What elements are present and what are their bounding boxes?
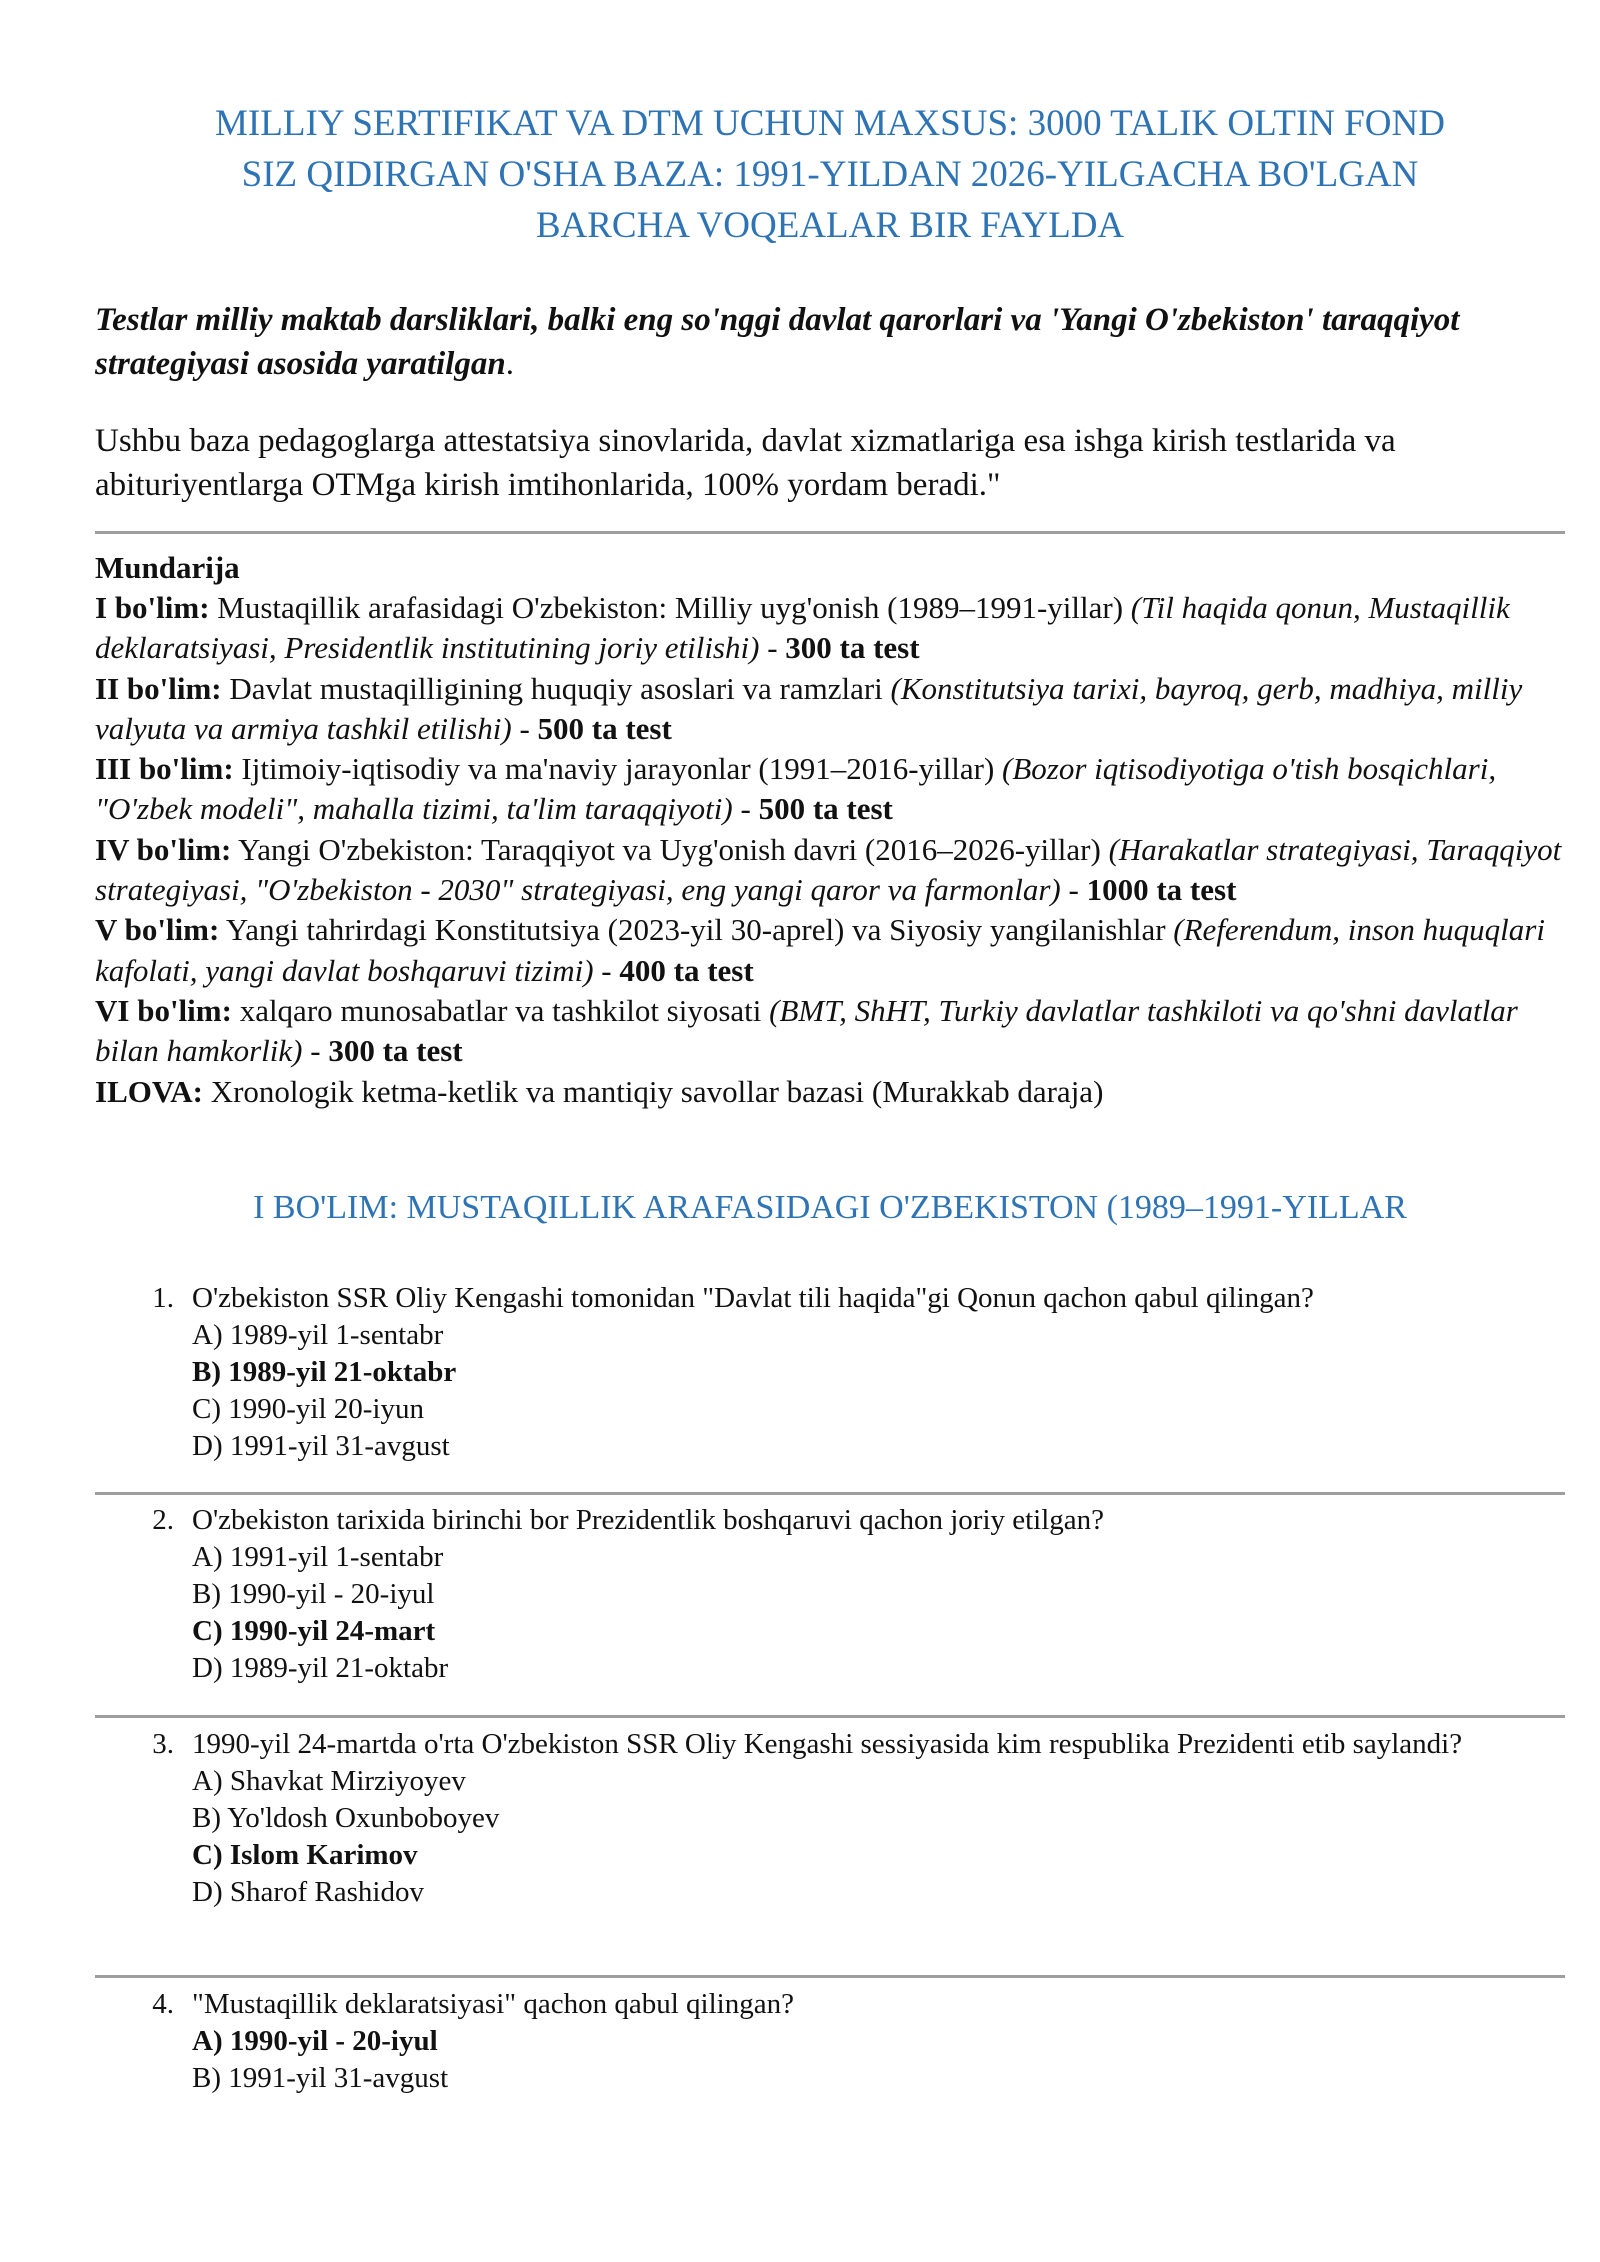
answer-option-correct: B) 1989-yil 21-oktabr [192, 1356, 457, 1388]
answer-option-correct: C) 1990-yil 24-mart [192, 1615, 436, 1647]
toc-entry-count: 300 ta test [328, 1033, 463, 1069]
toc-entry [95, 669, 1575, 750]
toc-entry-text: Davlat mustaqilligining huquqiy asoslari va ramzlari [221, 670, 891, 706]
toc-entry-label: II bo'lim: [95, 670, 222, 706]
question-text: O'zbekiston tarixida birinchi bor Prezidentlik boshqaruvi qachon joriy etilgan? [192, 1504, 1105, 1536]
title-line: MILLIY SERTIFIKAT VA DTM UCHUN MAXSUS: 3000 TALIK OLTIN FOND [215, 103, 1445, 144]
answer-option: D) Sharof Rashidov [192, 1876, 424, 1908]
toc-entry-count: 300 ta test [785, 630, 920, 666]
answer-option-correct: C) Islom Karimov [192, 1839, 418, 1871]
toc-entry-count: 1000 ta test [1086, 872, 1237, 908]
toc-entry-dash: - [759, 630, 786, 666]
answer-option: C) 1990-yil 20-iyun [192, 1393, 424, 1425]
question-number: 2. [152, 1504, 174, 1536]
toc-entry [95, 588, 1575, 669]
divider [95, 1715, 1565, 1718]
document-title [90, 98, 1570, 251]
toc-entry-text: Ijtimoiy-iqtisodiy va ma'naviy jarayonlar (1991–2016-yillar) [233, 751, 1003, 787]
question-body [192, 1502, 1560, 1687]
toc-entry-dash: - [1060, 872, 1087, 908]
answer-option: A) 1991-yil 1-sentabr [192, 1541, 444, 1573]
toc-entry-count: 500 ta test [537, 710, 672, 746]
toc-heading: Mundarija [95, 550, 240, 585]
toc-entry-label: V bo'lim: [95, 912, 220, 948]
toc-entry-label: ILOVA: [95, 1073, 203, 1109]
divider [95, 531, 1565, 534]
answer-option: B) Yo'ldosh Oxunboboyev [192, 1802, 500, 1834]
question-body [192, 1726, 1560, 1911]
toc-entry [95, 830, 1575, 911]
question-body [192, 1280, 1560, 1465]
intro-period: . [505, 346, 514, 382]
question-item [140, 1986, 1560, 2097]
answer-option-correct: A) 1990-yil - 20-iyul [192, 2025, 438, 2057]
toc-entry-label: III bo'lim: [95, 751, 234, 787]
question-item [140, 1502, 1560, 1687]
toc-entry-count: 500 ta test [758, 791, 893, 827]
answer-option: A) Shavkat Mirziyoyev [192, 1765, 466, 1797]
toc-entry-subtopics: (Referendum, inson huquqlari kafolati, yangi davlat boshqaruvi tizimi) [95, 912, 1545, 988]
toc-entry-dash: - [302, 1033, 329, 1069]
toc-entry-subtopics: (BMT, ShHT, Turkiy davlatlar tashkiloti va qo'shni davlatlar bilan hamkorlik) [95, 992, 1518, 1069]
toc-entry-text: Mustaqillik arafasidagi O'zbekiston: Milliy uyg'onish (1989–1991-yillar) [209, 590, 1131, 625]
toc-entry [95, 991, 1575, 1072]
divider [95, 1492, 1565, 1495]
question-text: O'zbekiston SSR Oliy Kengashi tomonidan "Davlat tili haqida"gi Qonun qachon qabul qilingan? [192, 1282, 1314, 1314]
answer-option: A) 1989-yil 1-sentabr [192, 1319, 444, 1351]
question-text: "Mustaqillik deklaratsiyasi" qachon qabul qilingan? [192, 1988, 794, 2020]
toc-entry [95, 910, 1575, 991]
question-number: 3. [152, 1728, 174, 1760]
lead-paragraph: Ushbu baza pedagoglarga attestatsiya sinovlarida, davlat xizmatlariga esa ishga kirish testlarida va abituriyentlarga OTMga kirish imtihonlarida, 100% yordam beradi." [95, 423, 1396, 503]
toc-entry-subtopics: (Til haqida qonun, Mustaqillik deklaratsiyasi, Presidentlik institutining joriy etilishi) [95, 590, 1510, 666]
answer-option: D) 1991-yil 31-avgust [192, 1430, 450, 1462]
toc-entry-label: IV bo'lim: [95, 831, 232, 867]
toc-entry-count: 400 ta test [619, 952, 754, 988]
toc-entry-label: VI bo'lim: [95, 992, 232, 1028]
toc-entry [95, 749, 1575, 830]
toc-entry-dash: - [732, 791, 759, 827]
table-of-contents [95, 588, 1575, 1112]
question-item [140, 1726, 1560, 1911]
question-number: 4. [152, 1988, 174, 2020]
toc-entry-subtopics: (Konstitutsiya tarixi, bayroq, gerb, madhiya, milliy valyuta va armiya tashkil etilishi) [95, 670, 1523, 746]
toc-entry-dash: - [593, 952, 620, 988]
toc-entry-subtopics: (Bozor iqtisodiyotiga o'tish bosqichlari, "O'zbek modeli", mahalla tizimi, ta'lim taraqqiyoti) [95, 751, 1497, 827]
answer-option: B) 1991-yil 31-avgust [192, 2062, 449, 2094]
answer-option: B) 1990-yil - 20-iyul [192, 1578, 435, 1610]
toc-entry-subtopics: (Harakatlar strategiyasi, Taraqqiyot strategiyasi, "O'zbekiston - 2030" strategiyasi, eng yangi qaror va farmonlar) [95, 831, 1562, 908]
toc-entry-dash: - [511, 710, 538, 746]
section-title: I BO'LIM: MUSTAQILLIK ARAFASIDAGI O'ZBEKISTON (1989–1991-YILLAR [253, 1189, 1407, 1226]
divider [95, 1975, 1565, 1978]
title-line: BARCHA VOQEALAR BIR FAYLDA [535, 205, 1125, 246]
question-number: 1. [152, 1282, 174, 1314]
question-item [140, 1280, 1560, 1465]
question-text: 1990-yil 24-martda o'rta O'zbekiston SSR Oliy Kengashi sessiyasida kim respublika Prezidenti etib saylandi? [192, 1728, 1463, 1760]
question-body [192, 1986, 1560, 2097]
toc-entry [95, 1072, 1575, 1112]
toc-entry-text: Yangi tahrirdagi Konstitutsiya (2023-yil 30-aprel) va Siyosiy yangilanishlar [219, 912, 1174, 948]
toc-entry-label: I bo'lim: [95, 590, 210, 625]
toc-entry-text: Yangi O'zbekiston: Taraqqiyot va Uyg'onish davri (2016–2026-yillar) [231, 831, 1109, 867]
title-line: SIZ QIDIRGAN O'SHA BAZA: 1991-YILDAN 2026-YILGACHA BO'LGAN [241, 154, 1419, 195]
intro-text: Testlar milliy maktab darsliklari, balki eng so'nggi davlat qarorlari va 'Yangi O'zbekiston' taraqqiyot strategiyasi asosida yaratilgan [95, 302, 1460, 382]
answer-option: D) 1989-yil 21-oktabr [192, 1652, 449, 1684]
intro-paragraph [95, 298, 1565, 386]
toc-entry-text: Xronologik ketma-ketlik va mantiqiy savollar bazasi (Murakkab daraja) [202, 1073, 1104, 1109]
toc-entry-text: xalqaro munosabatlar va tashkilot siyosati [231, 992, 770, 1028]
